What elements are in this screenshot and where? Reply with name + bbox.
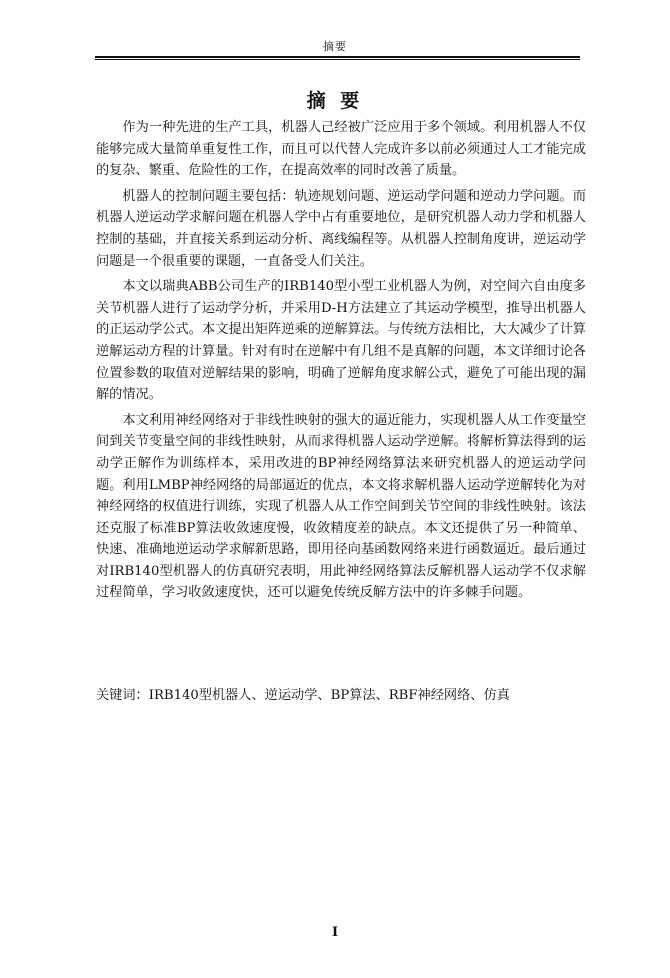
keywords-line: 关键词：IRB140型机器人、逆运动学、BP算法、RBF神经网络、仿真: [96, 688, 510, 703]
abstract-title: 摘 要: [306, 90, 364, 112]
abstract-paragraph: 本文以瑞典ABB公司生产的IRB140型小型工业机器人为例，对空间六自由度多关节机器人进行了运动学分析，并采用D-H方法建立了其运动学模型，推导出机器人的正运动学公式。本文提出矩阵逆乘的逆解算法。与传统方法相比，大大减少了计算逆解运动方程的计算量。针对有时在逆解中有几组不是真解的问题，本文详细讨论各位置参数的取值对逆解结果的影响，明确了逆解角度求解公式，避免了可能出现的漏解的情况。: [96, 279, 586, 403]
header-rule: [95, 56, 580, 58]
abstract-body: [96, 117, 586, 608]
abstract-paragraph: 作为一种先进的生产工具，机器人己经被广泛应用于多个领域。利用机器人不仅能够完成大量简单重复性工作，而且可以代替人完成许多以前必须通过人工才能完成的复杂、繁重、危险性的工作，在提高效率的同时改善了质量。: [96, 120, 586, 179]
page-number: I: [331, 925, 339, 940]
abstract-paragraph: 本文利用神经网络对于非线性映射的强大的逼近能力，实现机器人从工作变量空间到关节变量空间的非线性映射，从而求得机器人运动学逆解。将解析算法得到的运动学正解作为训练样本，采用改进的BP神经网络算法来研究机器人的逆运动学问题。利用LMBP神经网络的局部逼近的优点，本文将求解机器人运动学逆解转化为对神经网络的权值进行训练，实现了机器人从工作空间到关节空间的非线性映射。该法还克服了标准BP算法收敛速度慢，收敛精度差的缺点。本文还提供了另一种简单、快速、准确地逆运动学求解新思路，即用径向基函数网络来进行函数逼近。最后通过对IRB140型机器人的仿真研究表明，用此神经网络算法反解机器人运动学不仅求解过程简单，学习收敛速度快，还可以避免传统反解方法中的许多棘手问题。: [96, 412, 586, 601]
header-rule-thin: [95, 59, 580, 60]
abstract-paragraph: 机器人的控制问题主要包括：轨迹规划问题、逆运动学问题和逆动力学问题。而机器人逆运动学求解问题在机器人学中占有重要地位，是研究机器人动力学和机器人控制的基础，并直接关系到运动分析、离线编程等。从机器人控制角度讲，逆运动学问题是一个很重要的课题，一直备受人们关注。: [96, 188, 586, 269]
running-header: 摘要: [323, 40, 347, 53]
